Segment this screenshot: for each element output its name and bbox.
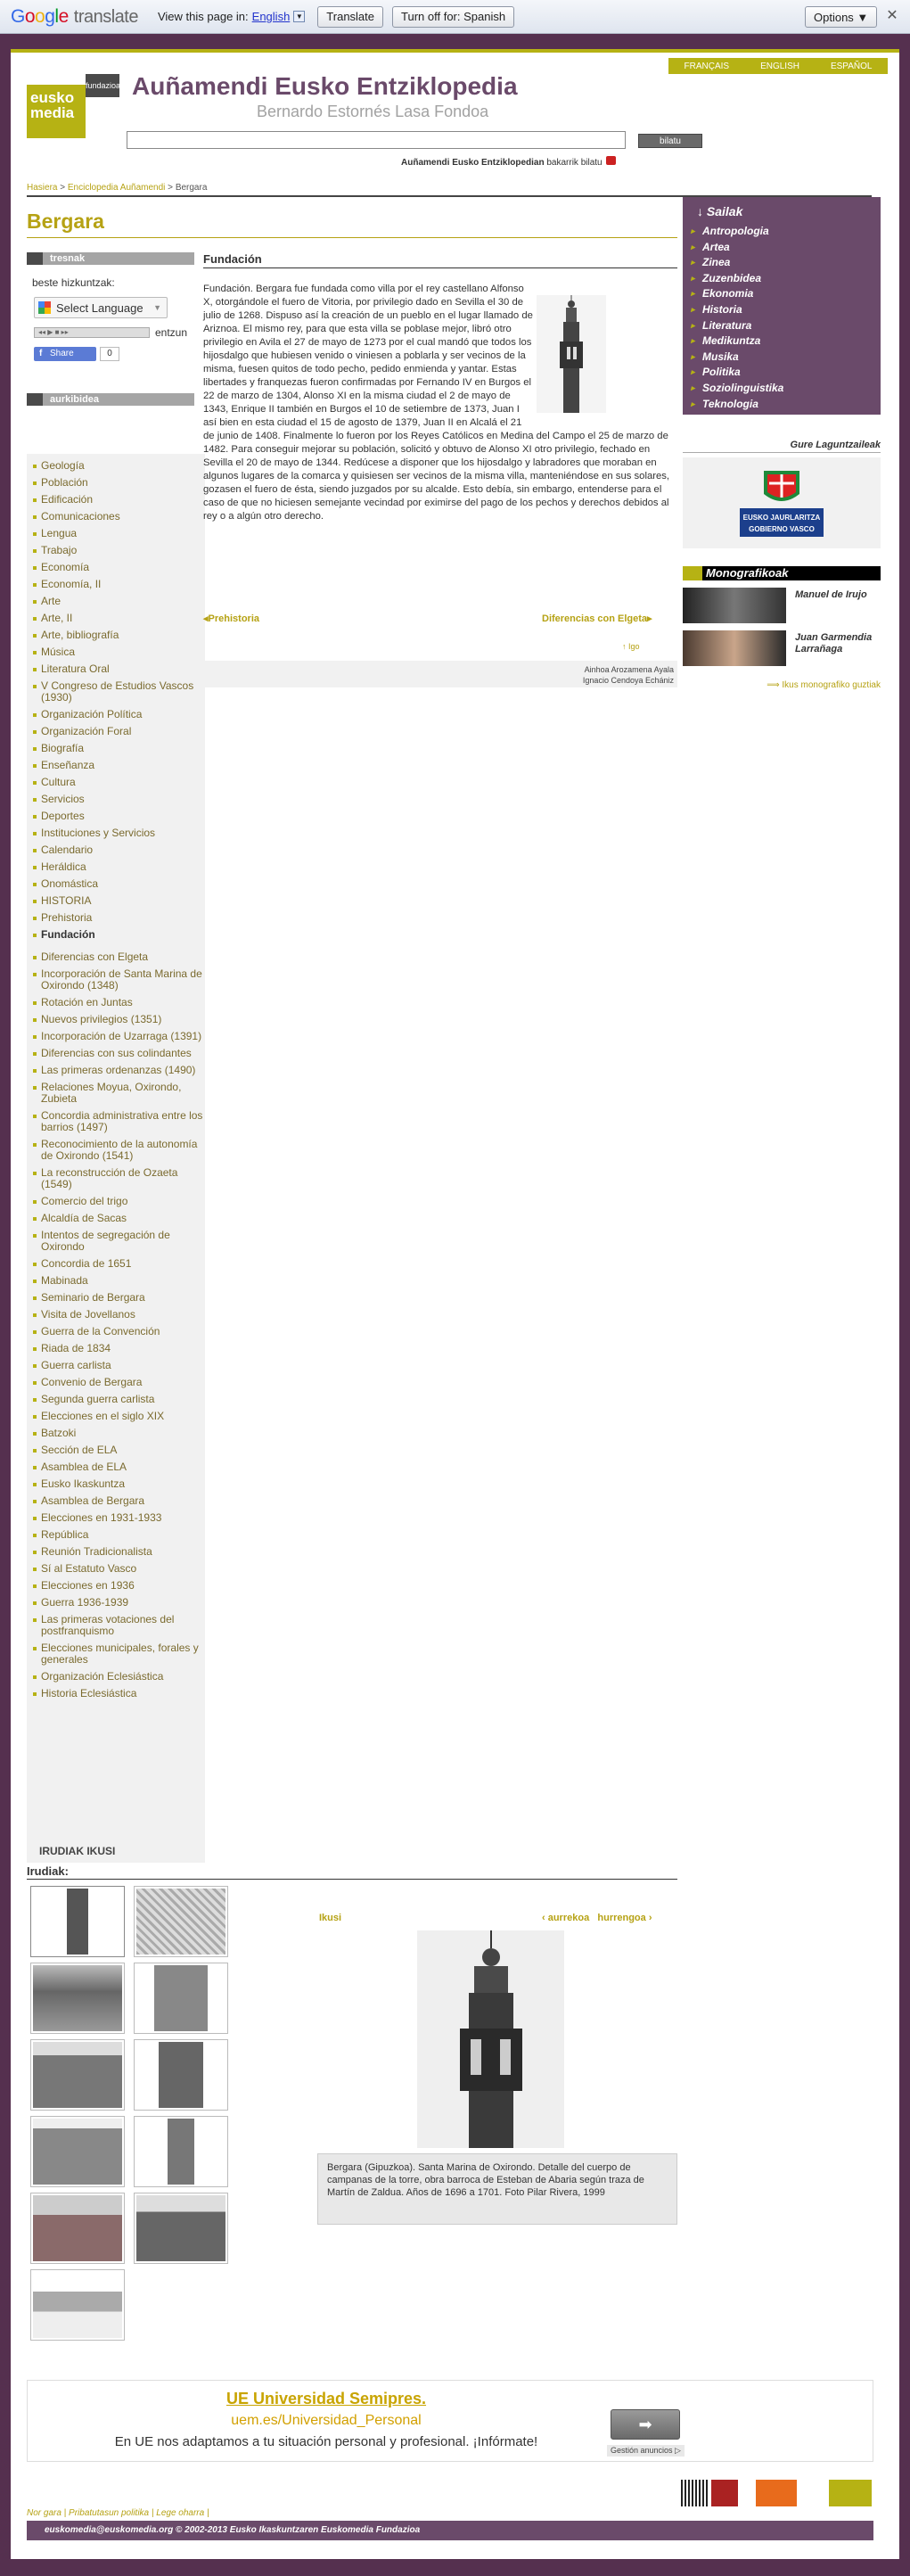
image-caption: Bergara (Gipuzkoa). Santa Marina de Oxirondo. Detalle del cuerpo de campanas de la torre, obra barroca de Esteban de Abaria según traza de Martín de Zaldua. Años de 1696 a 1701. Foto Pilar Rivera, 1999 [317,2153,677,2225]
gallery-prev-link[interactable]: ‹ aurrekoa [542,1913,590,1923]
monograph-item[interactable] [683,588,881,627]
divider [27,1879,677,1880]
sidebar-item[interactable]: Visita de Jovellanos [27,1306,205,1323]
select-language-dropdown[interactable]: Select Language ▼ [34,297,168,318]
svg-text:EUSKO JAURLARITZA: EUSKO JAURLARITZA [742,514,821,522]
sidebar-item[interactable]: Fundación [27,926,205,943]
checkbox-icon[interactable] [606,156,616,165]
language-links [668,58,888,74]
sidebar-item[interactable]: Diferencias con Elgeta [27,949,205,966]
view-image-link[interactable]: Ikusi [319,1913,342,1923]
category-link[interactable]: ▸ Zuzenbidea [697,271,881,287]
sidebar-item[interactable]: Riada de 1834 [27,1340,205,1357]
monograph-name[interactable]: Juan Garmendia Larrañaga [795,632,873,654]
turn-off-button[interactable]: Turn off for: Spanish [392,6,514,28]
svg-text:GOBIERNO VASCO: GOBIERNO VASCO [749,525,815,533]
sidebar-item[interactable]: Lengua [27,525,205,542]
page-title: Bergara [27,210,104,233]
aurkibidea-heading: aurkibidea [27,393,194,406]
sidebar-item[interactable]: Asamblea de ELA [27,1459,205,1476]
audio-player[interactable]: ◂◂ ▶ ■ ▸▸ [34,327,150,338]
sidebar-item[interactable]: Música [27,644,205,661]
thumbnail[interactable] [134,1963,228,2034]
all-monographs-link[interactable]: ⟹ Ikus monografiko guztiak [767,680,881,690]
tower-image[interactable] [537,295,606,413]
breadcrumb-section[interactable]: Enciclopedia Auñamendi [67,183,166,193]
facebook-share-button[interactable]: f Share [34,347,96,361]
sidebar-item[interactable]: Comunicaciones [27,508,205,525]
footer-copyright: euskomedia@euskomedia.org © 2002-2013 Eusko Ikaskuntzaren Euskomedia Fundazioa [27,2521,873,2540]
thumbnail[interactable] [30,1886,125,1957]
sidebar-item[interactable]: Las primeras votaciones del postfranquismo [27,1611,205,1640]
thumbnail[interactable] [30,2269,125,2341]
category-link[interactable]: ▸ Musika [697,350,881,366]
share-count: 0 [100,347,119,361]
article-body: Fundación. Bergara fue fundada como villa por el rey castellano Alfonso X, otorgándole el fuero de Vitoria, por privilegio dado en Sevilla el 30 de julio de 1268. Dispuso así la creación de un pueblo en el lugar llamado de Ariznoa. El mismo rey, para que esta villa se poblase mejor, libró otro privilegio en Avila el 27 de mayo de 1273 por el cual mandó que todos los hijosdalgo que hubiesen venido o viniesen a poblarla y ser vecinos de la misma, fuesen quitos de todo pecho, pedido enmienda y yantar. Estas libertades y franquezas fueron confirmadas por Fernando IV en Burgos el 22 de marzo de 1304, Alonso XI en la misma ciudad el 2 de mayo de 1343, Enrique II también en Burgos el 10 de setiembre de 1373, Juan I así bien en esta ciudad el 15 de agosto de 1379, Juan II en Alcalá el 21 de junio de 1408. Finalmente lo fueron por los Reyes Católicos en Medina del Campo el 25 de marzo de 1482. Para conseguir mejorar su población, solicitó y obtuvo de Alonso XI otro privilegio, fechado en Sevilla el 20 de mayo de 1344. Redúcese a disponer que los hijosdalgo y labradores que moraban en algunos lugares de la comarca y quisiesen ser vecinos de la misma villa, manteniéndose en sus solares, gozasen el fuero de ésta, siendo juzgados por su alcalde. Esto debía, sin embargo, entenderse para el caso de que no hiciesen semejante vecindad por eximirse del pago de los pechos y derechos debidos al rey o a algún otro derecho. [203,284,670,522]
sidebar-item[interactable]: Batzoki [27,1425,205,1442]
breadcrumb: Hasiera > Enciclopedia Auñamendi > Bergara [27,183,208,193]
category-link[interactable]: ▸ Zinea [697,255,881,271]
gallery-next-link[interactable]: hurrengoa › [597,1913,652,1923]
site-subtitle: Bernardo Estornés Lasa Fondoa [257,103,489,120]
sailak-heading: ↓ Sailak [697,204,743,218]
logo-badge: fundazioa [86,74,119,97]
thumbnail[interactable] [134,2193,228,2264]
sidebar-item[interactable]: Enseñanza [27,757,205,774]
sidebar-item[interactable]: Prehistoria [27,909,205,926]
previous-article-link[interactable]: ◂Prehistoria [203,613,259,624]
back-to-top-link[interactable]: ↑ Igo [622,642,640,651]
thumbnail[interactable] [30,2116,125,2187]
main-gallery-image[interactable] [417,1930,564,2148]
sidebar-item[interactable]: Arte, bibliografía [27,627,205,644]
sidebar-item[interactable]: Organización Eclesiástica [27,1668,205,1685]
sidebar-item[interactable]: Literatura Oral [27,661,205,678]
sidebar-item[interactable]: Elecciones en 1931-1933 [27,1510,205,1527]
sidebar-item[interactable]: Alcaldía de Sacas [27,1210,205,1227]
sidebar-item[interactable]: Sección de ELA [27,1442,205,1459]
monograph-photo[interactable] [683,630,786,666]
divider [27,237,677,238]
category-link[interactable]: ▸ Literatura [697,318,881,334]
breadcrumb-home[interactable]: Hasiera [27,183,58,193]
sidebar-item[interactable]: Relaciones Moyua, Oxirondo, Zubieta [27,1079,205,1107]
thumbnail[interactable] [134,1886,228,1957]
category-link[interactable]: ▸ Politika [697,365,881,381]
author-name: Ignacio Cendoya Echániz [582,676,674,685]
sidebar-item[interactable]: Incorporación de Santa Marina de Oxirondo (1348) [27,966,205,994]
category-link[interactable]: ▸ Artea [697,240,881,256]
sidebar-item[interactable]: Reunión Tradicionalista [27,1543,205,1560]
sidebar-item[interactable]: Segunda guerra carlista [27,1391,205,1408]
logo-text: eusko media [27,85,86,138]
monograph-name[interactable]: Manuel de Irujo [795,589,867,600]
sidebar-item[interactable]: V Congreso de Estudios Vascos (1930) [27,678,205,706]
sidebar-item[interactable]: Nuevos privilegios (1351) [27,1011,205,1028]
sidebar-item[interactable]: Guerra carlista [27,1357,205,1374]
sidebar-item[interactable]: Arte, II [27,610,205,627]
thumbnail[interactable] [134,2039,228,2111]
monograph-item[interactable] [683,630,881,670]
next-article-link[interactable]: Diferencias con Elgeta▸ [542,613,652,624]
sidebar-nav [27,457,205,1702]
sidebar-item[interactable]: Edificación [27,491,205,508]
sidebar-item[interactable]: Economía [27,559,205,576]
thumbnail[interactable] [30,2039,125,2111]
sidebar-item[interactable]: Concordia administrativa entre los barrios (1497) [27,1107,205,1136]
qr-code-icon[interactable] [681,2480,708,2506]
sidebar-item[interactable]: Intentos de segregación de Oxirondo [27,1227,205,1255]
sidebar-item[interactable]: Elecciones municipales, forales y generales [27,1640,205,1668]
search-button[interactable]: bilatu [638,134,702,148]
view-page-label: View this page in: [157,10,249,23]
footer-links[interactable]: Nor gara | Pribatutasun politika | Lege oharra | [27,2508,209,2518]
sponsor-box [683,457,881,548]
gobierno-vasco-logo[interactable] [738,467,825,539]
lang-link-es[interactable]: ESPAÑOL [830,61,873,71]
sidebar-item[interactable]: Convenio de Bergara [27,1374,205,1391]
euskomedia-logo[interactable] [27,74,119,138]
sidebar-item[interactable]: Concordia de 1651 [27,1255,205,1272]
category-link[interactable]: ▸ Ekonomia [697,286,881,302]
options-button[interactable]: Options ▼ [805,6,877,28]
sidebar-item[interactable]: Las primeras ordenanzas (1490) [27,1062,205,1079]
partner-logo[interactable] [711,2480,738,2506]
sidebar-item[interactable]: Organización Foral [27,723,205,740]
sailak-list [697,224,881,412]
thumbnail[interactable] [30,2193,125,2264]
sidebar-item[interactable]: Guerra de la Convención [27,1323,205,1340]
sidebar-item[interactable]: Seminario de Bergara [27,1289,205,1306]
ad-title[interactable]: UE Universidad Semipres. [225,2390,427,2407]
google-translate-logo: Google translate [11,5,138,27]
see-images-link[interactable]: IRUDIAK IKUSI [39,1845,116,1857]
sidebar-item[interactable]: HISTORIA [27,893,205,909]
sidebar-item[interactable]: Geología [27,457,205,474]
sidebar-item[interactable]: Trabajo [27,542,205,559]
sidebar-item[interactable]: Mabinada [27,1272,205,1289]
listen-label[interactable]: entzun [155,326,188,339]
ad-settings-link[interactable]: Gestión anuncios ▷ [607,2445,685,2457]
sidebar-item[interactable]: Incorporación de Uzarraga (1391) [27,1028,205,1045]
authors-box [203,661,677,687]
close-icon[interactable]: ✕ [886,8,898,23]
category-link[interactable]: ▸ Historia [697,302,881,318]
thumbnail[interactable] [30,1963,125,2034]
sidebar-item[interactable]: Elecciones en el siglo XIX [27,1408,205,1425]
sidebar-item[interactable]: Instituciones y Servicios [27,825,205,842]
sidebar-item[interactable]: Asamblea de Bergara [27,1493,205,1510]
images-heading: Irudiak: [27,1864,69,1878]
lang-link-en[interactable]: ENGLISH [760,61,799,71]
ad-description: En UE nos adaptamos a tu situación personal y profesional. ¡Infórmate! [114,2434,538,2449]
language-select-link[interactable]: English [251,10,291,23]
arrow-right-icon[interactable]: ➡ [611,2409,680,2440]
sidebar-item[interactable]: Heráldica [27,859,205,876]
sidebar-item[interactable]: Reconocimiento de la autonomía de Oxirondo (1541) [27,1136,205,1165]
search-scope-option[interactable]: Auñamendi Eusko Entziklopedian bakarrik bilatu [401,156,616,168]
search-input[interactable] [127,131,626,149]
sidebar-item[interactable]: Comercio del trigo [27,1193,205,1210]
sidebar-item[interactable]: Guerra 1936-1939 [27,1594,205,1611]
category-link[interactable]: ▸ Teknologia [697,397,881,413]
sidebar-item[interactable]: República [27,1527,205,1543]
thumbnail[interactable] [134,2116,228,2187]
tresnak-heading: tresnak [27,252,194,265]
sidebar-item[interactable]: Deportes [27,808,205,825]
google-icon [38,301,51,314]
sidebar-item[interactable]: La reconstrucción de Ozaeta (1549) [27,1165,205,1193]
sailak-panel [683,197,881,415]
sponsors-heading: Gure Laguntzaileak [790,440,881,450]
breadcrumb-current: Bergara [175,183,208,193]
site-title[interactable]: Auñamendi Eusko Entziklopedia [132,72,518,100]
sidebar-item[interactable]: Biografía [27,740,205,757]
divider [683,452,881,453]
other-languages-label: beste hizkuntzak: [32,276,115,289]
sidebar-item[interactable]: Arte [27,593,205,610]
sidebar-item[interactable]: Historia Eclesiástica [27,1685,205,1702]
top-rule [11,49,899,53]
category-link[interactable]: ▸ Soziolinguistika [697,381,881,397]
sidebar-item[interactable]: Eusko Ikaskuntza [27,1476,205,1493]
sidebar-item[interactable]: Organización Política [27,706,205,723]
chevron-down-icon: ▼ [153,303,161,312]
divider [203,267,677,268]
category-link[interactable]: ▸ Medikuntza [697,333,881,350]
lang-link-fr[interactable]: FRANÇAIS [684,61,730,71]
category-link[interactable]: ▸ Antropologia [697,224,881,240]
gallery-navigation [542,1913,652,1923]
advertisement[interactable] [27,2380,873,2462]
author-name: Ainhoa Arozamena Ayala [584,665,674,674]
monographs-heading: Monografikoak [683,566,881,580]
sidebar-item[interactable]: Elecciones en 1936 [27,1577,205,1594]
sidebar-item[interactable]: Onomástica [27,876,205,893]
monograph-photo[interactable] [683,588,786,623]
sidebar-item[interactable]: Diferencias con sus colindantes [27,1045,205,1062]
euskomedia-footer-logo[interactable] [829,2480,872,2506]
sidebar-item[interactable]: Cultura [27,774,205,791]
sidebar-item[interactable]: Servicios [27,791,205,808]
sidebar-item[interactable]: Calendario [27,842,205,859]
sidebar-item[interactable]: Economía, II [27,576,205,593]
sidebar-item[interactable]: Población [27,474,205,491]
google-translate-bar [0,0,910,34]
section-title: Fundación [203,252,262,266]
sidebar-item[interactable]: Sí al Estatuto Vasco [27,1560,205,1577]
chevron-down-icon[interactable]: ▼ [293,11,305,22]
partner-logo[interactable] [756,2480,797,2506]
sidebar-item[interactable]: Rotación en Juntas [27,994,205,1011]
ad-url[interactable]: uem.es/Universidad_Personal [231,2413,422,2428]
translate-button[interactable]: Translate [317,6,383,28]
page-container [11,49,899,2559]
